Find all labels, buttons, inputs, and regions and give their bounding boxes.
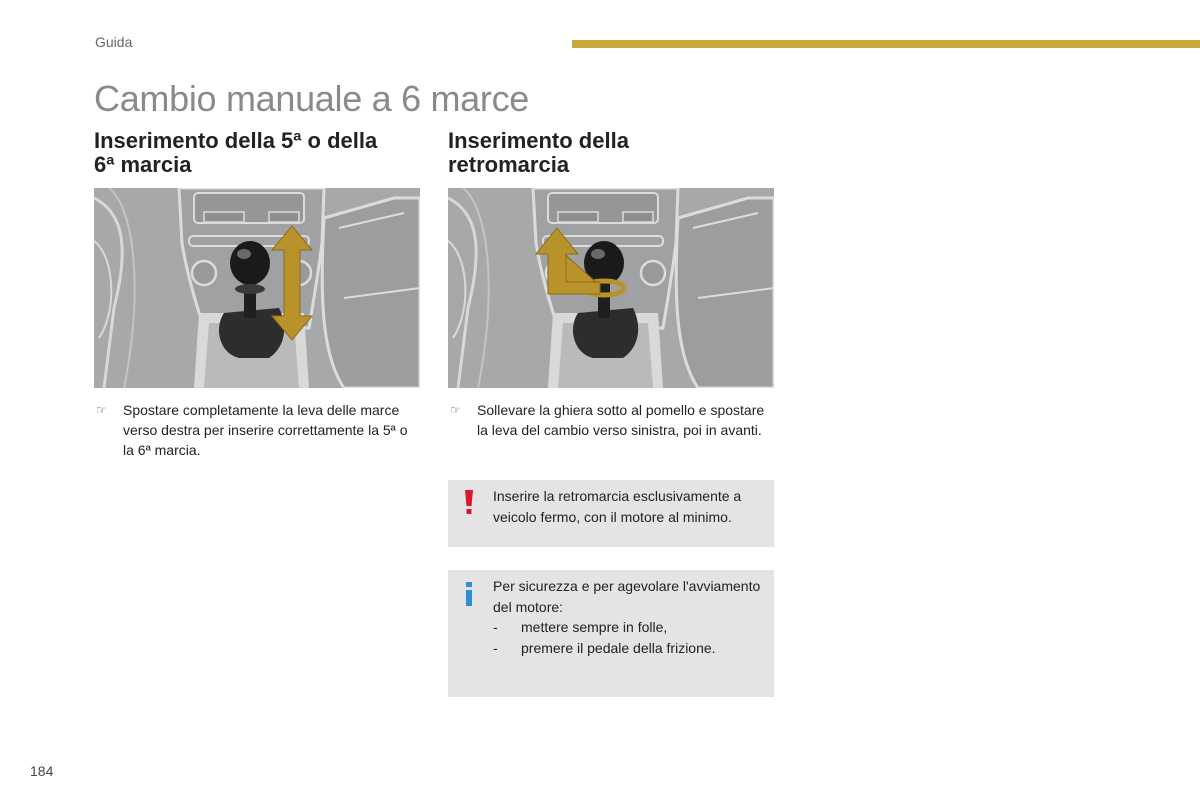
instruction-text: Sollevare la ghiera sotto al pomello e spostare la leva del cambio verso sinistra, poi in avanti.	[477, 402, 765, 438]
info-box	[448, 570, 774, 697]
info-icon	[462, 580, 476, 608]
warning-box	[448, 480, 774, 547]
section-label: Guida	[95, 34, 133, 50]
exclamation-icon	[462, 488, 476, 516]
gear-shift-illustration-reverse	[448, 188, 774, 388]
list-dash: -	[493, 619, 498, 635]
instruction-reverse-gear	[450, 400, 780, 440]
header-accent-bar	[572, 40, 1200, 48]
instruction-fifth-sixth-gear	[96, 400, 426, 460]
heading-line-2: 6ª marcia	[94, 152, 192, 177]
page-number: 184	[30, 763, 54, 779]
instruction-text: Spostare completamente la leva delle marce verso destra per inserire correttamente la 5ª o la 6ª marcia.	[123, 402, 408, 458]
heading-reverse-gear	[448, 129, 778, 177]
pointing-hand-icon: ☞	[450, 403, 461, 417]
heading-line-2: retromarcia	[448, 152, 570, 177]
page-title: Cambio manuale a 6 marce	[94, 78, 530, 119]
gear-shift-illustration-right-move	[94, 188, 420, 388]
list-dash: -	[493, 639, 498, 656]
info-text: Per sicurezza e per agevolare l'avviamento del motore:	[493, 578, 761, 615]
heading-fifth-sixth-gear	[94, 129, 424, 177]
warning-text: Inserire la retromarcia esclusivamente a veicolo fermo, con il motore al minimo.	[493, 488, 742, 525]
heading-line-1: Inserimento della 5ª o della	[94, 128, 378, 153]
info-list-item	[493, 638, 773, 659]
list-item-text: premere il pedale della frizione.	[521, 639, 716, 656]
pointing-hand-icon: ☞	[96, 403, 107, 417]
info-list-item	[493, 617, 773, 638]
list-item-text: mettere sempre in folle,	[521, 619, 668, 635]
heading-line-1: Inserimento della	[448, 128, 629, 153]
info-content	[493, 576, 773, 658]
